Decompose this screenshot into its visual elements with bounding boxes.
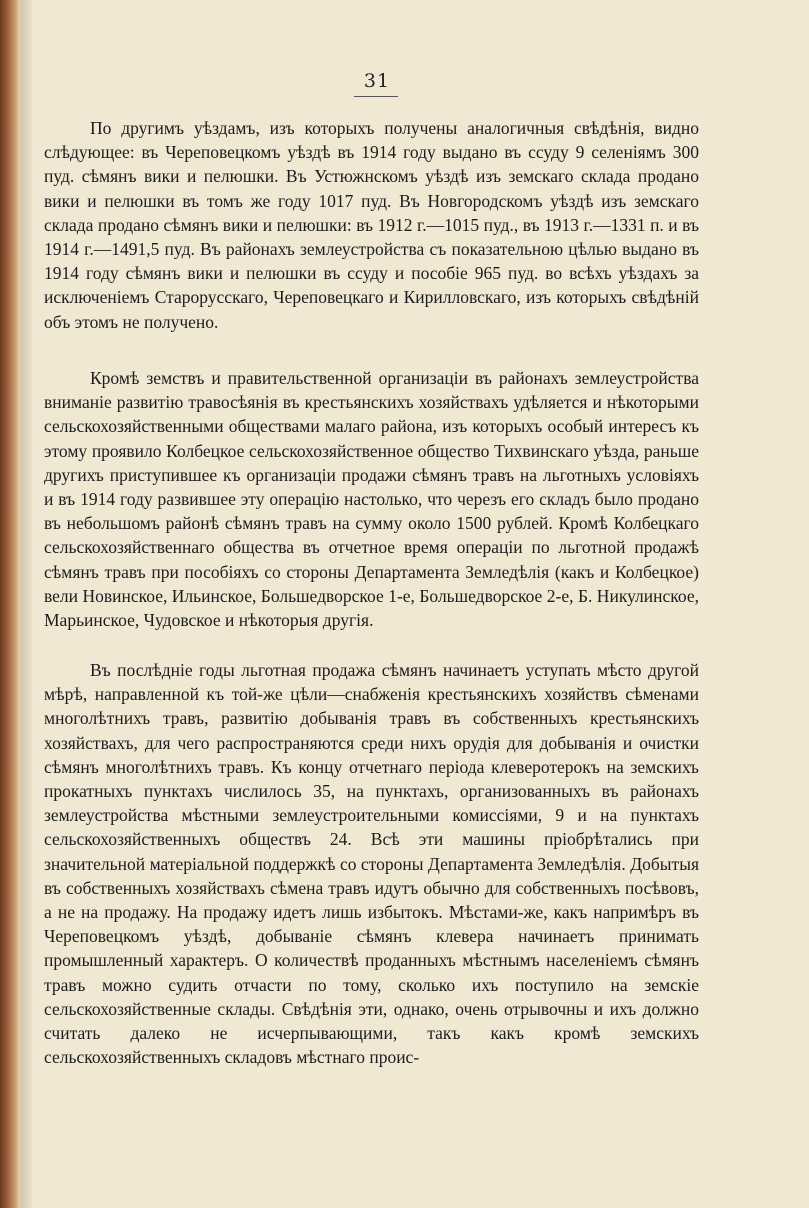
paragraph-agricultural-societies: Кромѣ земствъ и правительственной организаціи въ районахъ землеустройства вниманіе развитію травосѣянія въ крестьянскихъ хозяйствахъ удѣляется и нѣкоторыми сельскохозяйственными обществами малаго района, изъ которыхъ особый интересъ къ этому проявило Колбецкое сельскохозяйственное общество Тихвинскаго уѣзда, раньше другихъ приступившее къ организаціи продажи сѣмянъ травъ на льготныхъ условіяхъ и въ 1914 году развившее эту операцію настолько, что черезъ его складъ было продано въ небольшомъ районѣ сѣмянъ травъ на сумму около 1500 рублей. Кромѣ Колбецкаго сельскохозяйственнаго общества въ отчетное время операціи по льготной продажѣ сѣмянъ травъ при пособіяхъ со стороны Департамента Земледѣлія (какъ и Колбецкое) вели Новинское, Ильинское, Большедворское 1-е, Большедворское 2-е, Б. Никулинское, Марьинское, Чудовское и нѣкоторыя другія. — [44, 368, 699, 631]
paragraph-seed-loans-by-district: По другимъ уѣздамъ, изъ которыхъ получены аналогичныя свѣдѣнія, видно слѣдующее: въ Череповецкомъ уѣздѣ въ 1914 году выдано въ ссуду 9 селеніямъ 300 пуд. сѣмянъ вики и пелюшки. Въ Устюжнскомъ уѣздѣ изъ земскаго склада продано вики и пелюшки въ томъ же году 1017 пуд. Въ Новгородскомъ уѣздѣ изъ земскаго склада продано сѣмянъ вики и пелюшки: въ 1912 г.—1015 пуд., въ 1913 г.—1331 п. и въ 1914 г.—1491,5 пуд. Въ районахъ землеустройства съ показательною цѣлью выдано въ 1914 году сѣмянъ вики и пелюшки въ ссуду и пособіе 965 пуд. во всѣхъ уѣздахъ за исключеніемъ Старорусскаго, Череповецкаго и Кирилловскаго, изъ которыхъ свѣдѣній объ этомъ не получено. — [44, 118, 699, 332]
page-gutter-shadow — [20, 0, 34, 1208]
paragraph-clover-threshers: Въ послѣдніе годы льготная продажа сѣмянъ начинаетъ уступать мѣсто другой мѣрѣ, направленной къ той-же цѣли—снабженія крестьянскихъ хозяйствъ сѣменами многолѣтнихъ травъ, развитію добыванія травъ въ собственныхъ крестьянскихъ хозяйствахъ, для чего распространяются среди нихъ орудія для добыванія и очистки сѣмянъ многолѣтнихъ травъ. Къ концу отчетнаго періода клеверотерокъ на земскихъ прокатныхъ пунктахъ числилось 35, на пунктахъ, организованныхъ въ районахъ землеустройства мѣстными землеустроительными комиссіями, 9 и на пунктахъ сельскохозяйственныхъ обществъ 24. Всѣ эти машины пріобрѣтались при значительной матеріальной поддержкѣ со стороны Департамента Земледѣлія. Добытыя въ собственныхъ хозяйствахъ сѣмена травъ идутъ обычно для собственныхъ посѣвовъ, а не на продажу. На продажу идетъ лишь избытокъ. Мѣстами-же, какъ напримѣръ въ Череповецкомъ уѣздѣ, добываніе сѣмянъ клевера начинаетъ принимать промышленный характеръ. О количествѣ проданныхъ мѣстнымъ населеніемъ сѣмянъ травъ можно судить отчасти по тому, сколько ихъ поступило на земскіе сельскохозяйственные склады. Свѣдѣнія эти, однако, очень отрывочны и ихъ должно считать далеко не исчерпывающими, такъ какъ кромѣ земскихъ сельскохозяйственныхъ складовъ мѣстнаго проис- — [44, 660, 699, 1068]
page-number-underline — [354, 96, 398, 97]
page-number: 31 — [363, 70, 391, 92]
book-binding-edge — [0, 0, 20, 1208]
